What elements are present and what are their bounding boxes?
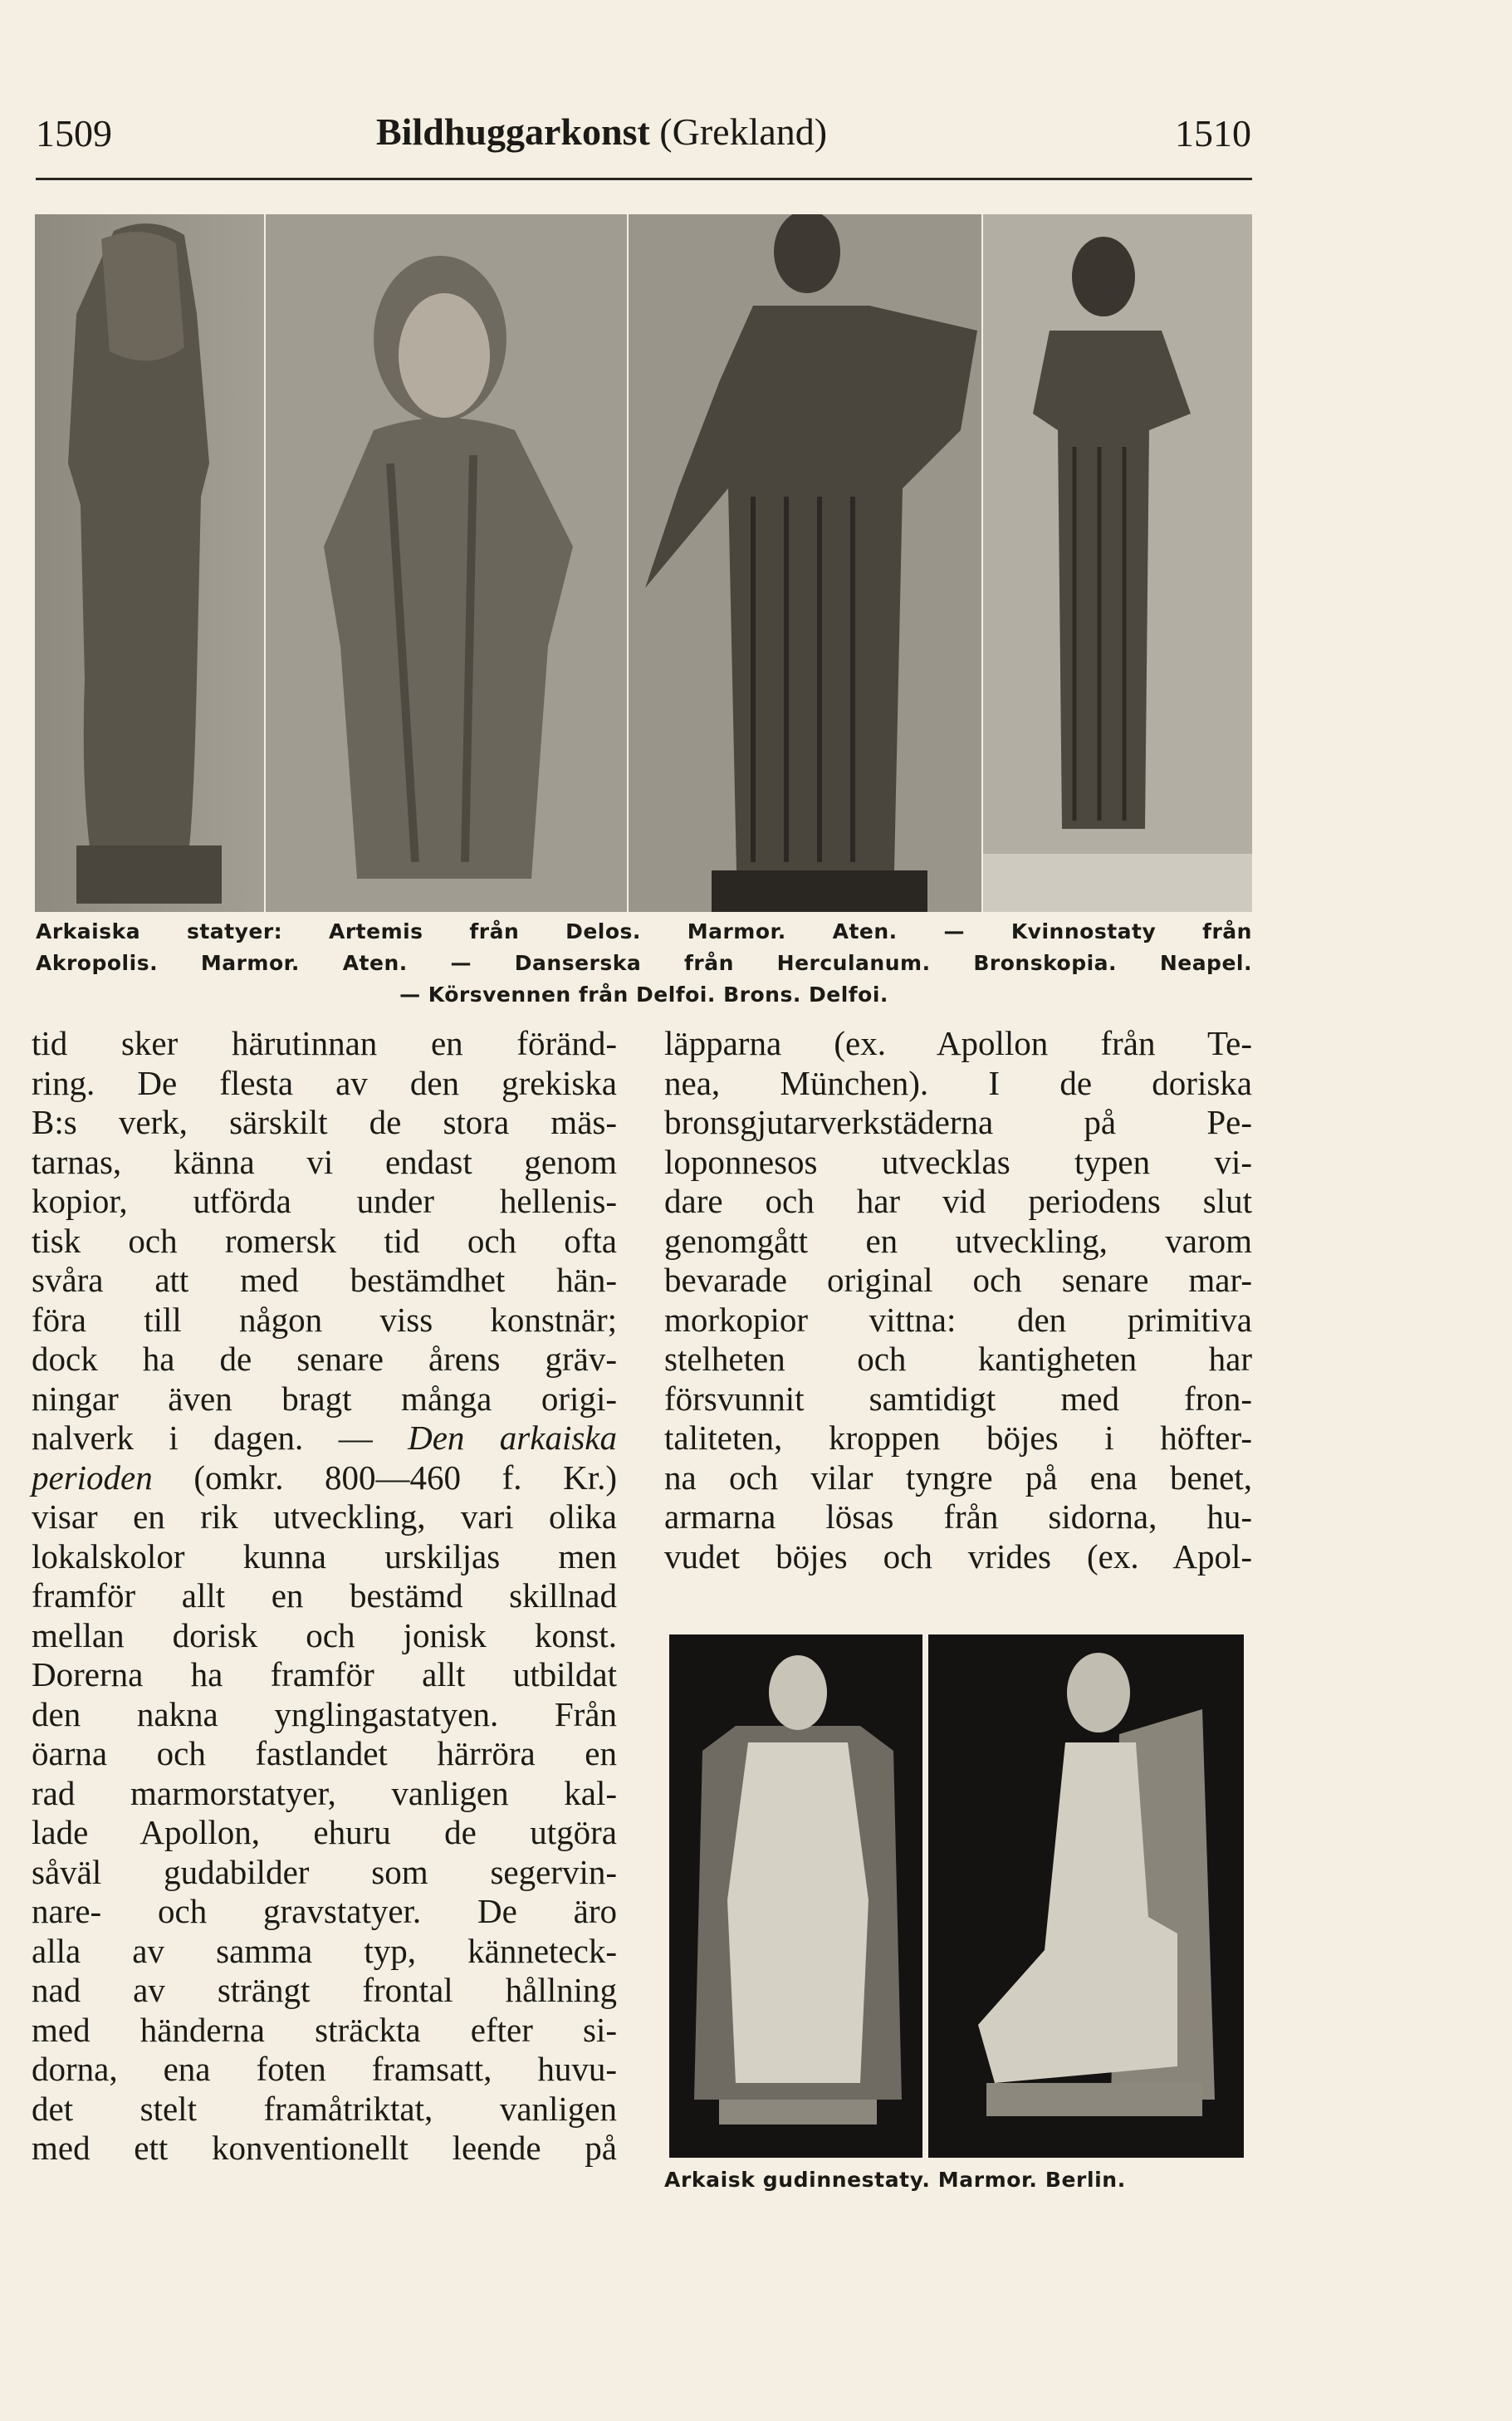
- caption-word: Marmor.: [200, 951, 300, 975]
- caption-word: Aten.: [832, 919, 898, 943]
- text-line: dare och har vid periodens slut: [664, 1182, 1252, 1220]
- text-line: den nakna ynglingastatyen. Från: [32, 1694, 617, 1733]
- photo-artemis-statue: [35, 214, 264, 912]
- caption-word: Berlin.: [1045, 2168, 1126, 2192]
- text-line: kopior, utförda under hellenis-: [32, 1182, 617, 1220]
- caption-word: Aten.: [342, 951, 408, 975]
- body-text-right-column: [664, 1024, 1252, 1576]
- text-line: nare- och gravstatyer. De äro: [32, 1892, 617, 1930]
- text-line: det stelt framåtriktat, vanligen: [32, 2089, 617, 2128]
- caption-line-2: [36, 948, 1252, 979]
- text-line: dorna, ena foten framsatt, huvu-: [32, 2050, 617, 2088]
- text-line-mixed: [32, 1458, 617, 1498]
- text-line: såväl gudabilder som segervin-: [32, 1852, 617, 1891]
- running-title-sub: (Grekland): [659, 110, 828, 153]
- caption-word: Danserska: [514, 951, 642, 975]
- page-number-left: 1509: [36, 112, 112, 154]
- text-line: genomgått en utveckling, varom: [664, 1221, 1252, 1260]
- photo-dancer-statue: [629, 214, 981, 912]
- text-line-mixed: [32, 1419, 617, 1458]
- caption-word: från: [469, 919, 520, 943]
- text-line: lokalskolor kunna urskiljas men: [32, 1536, 617, 1576]
- text-line: ningar även bragt många origi-: [32, 1379, 617, 1418]
- text-line: med ett konventionellt leende på: [32, 2129, 617, 2167]
- page-number-right: 1510: [1175, 112, 1251, 154]
- caption-word: Bronskopia.: [973, 951, 1118, 975]
- text-line: dock ha de senare årens gräv-: [32, 1340, 617, 1378]
- photo-seated-goddess-side: [928, 1634, 1244, 2158]
- caption-word: —: [943, 919, 965, 943]
- caption-word: Herculanum.: [776, 951, 931, 975]
- text-line: försvunnit samtidigt med fron-: [664, 1379, 1252, 1418]
- text-line: morkopior vittna: den primitiva: [664, 1300, 1252, 1339]
- caption-word: Kvinnostaty: [1010, 919, 1157, 943]
- caption-word: Marmor.: [937, 2168, 1038, 2192]
- text-line: med händerna sträckta efter si-: [32, 2010, 617, 2049]
- caption-word: Marmor.: [687, 919, 786, 943]
- caption-line-3: [36, 979, 1252, 1011]
- figure-caption-top: [36, 916, 1252, 1011]
- text-line: tid sker härutinnan en föränd-: [32, 1024, 617, 1062]
- caption-word: från: [684, 951, 734, 975]
- photo-charioteer-statue: [983, 214, 1252, 912]
- text-line: loponnesos utvecklas typen vi-: [664, 1142, 1252, 1181]
- text-line: tarnas, känna vi endast genom: [32, 1142, 617, 1181]
- running-title-main: Bildhuggarkonst: [376, 110, 650, 153]
- caption-word: Akropolis.: [36, 951, 159, 975]
- italic-term: perioden: [32, 1458, 153, 1497]
- caption-line-1: [36, 916, 1252, 948]
- text-line: stelheten och kantigheten har: [664, 1340, 1252, 1378]
- text-line: nea, München). I de doriska: [664, 1063, 1252, 1102]
- text-line: visar en rik utveckling, vari olika: [32, 1497, 617, 1536]
- text-line: rad marmorstatyer, vanligen kal-: [32, 1773, 617, 1812]
- text-line: öarna och fastlandet härröra en: [32, 1734, 617, 1772]
- caption-word: Arkaisk: [664, 2168, 756, 2192]
- caption-word: Artemis: [328, 919, 423, 943]
- text-line: vudet böjes och vrides (ex. Apol-: [664, 1536, 1252, 1576]
- text-line: lade Apollon, ehuru de utgöra: [32, 1813, 617, 1851]
- text-line: bevarade original och senare mar-: [664, 1261, 1252, 1299]
- text-line: armarna lösas från sidorna, hu-: [664, 1497, 1252, 1536]
- body-text-left-column: [32, 1024, 617, 2169]
- text-line: bronsgjutarverkstäderna på Pe-: [664, 1103, 1252, 1141]
- italic-term: Den arkaiska: [408, 1419, 617, 1457]
- text-line: B:s verk, särskilt de stora mäs-: [32, 1103, 617, 1141]
- caption-word: —: [450, 951, 472, 975]
- caption-word: — Körsvennen från Delfoi. Brons. Delfoi.: [399, 983, 888, 1007]
- caption-word: från: [1202, 919, 1252, 943]
- text-line: föra till någon viss konstnär;: [32, 1300, 617, 1339]
- text-segment: (omkr. 800—460 f. Kr.): [193, 1458, 617, 1497]
- text-line: mellan dorisk och jonisk konst.: [32, 1615, 617, 1654]
- header-rule: [36, 178, 1252, 180]
- photo-seated-goddess-front: [669, 1634, 922, 2158]
- text-line: läpparna (ex. Apollon från Te-: [664, 1024, 1252, 1062]
- caption-word: statyer:: [186, 919, 283, 943]
- caption-word: Arkaiska: [36, 919, 141, 943]
- text-line: alla av samma typ, känneteck-: [32, 1931, 617, 1970]
- text-line: Dorerna ha framför allt utbildat: [32, 1655, 617, 1693]
- text-line: nad av strängt frontal hållning: [32, 1971, 617, 2009]
- text-line: tisk och romersk tid och ofta: [32, 1221, 617, 1260]
- text-segment: nalverk i dagen.: [32, 1419, 304, 1457]
- text-dash: —: [338, 1419, 373, 1457]
- caption-word: Neapel.: [1159, 951, 1252, 975]
- text-line: ring. De flesta av den grekiska: [32, 1063, 617, 1102]
- caption-word: gudinnestaty.: [762, 2168, 931, 2192]
- text-line: framför allt en bestämd skillnad: [32, 1576, 617, 1615]
- text-line: taliteten, kroppen böjes i höfter-: [664, 1419, 1252, 1457]
- photo-kore-statue: [266, 214, 627, 912]
- figure-caption-bottom: [664, 2164, 1252, 2196]
- running-title: [376, 110, 908, 153]
- text-line: na och vilar tyngre på ena benet,: [664, 1458, 1252, 1497]
- text-line: svåra att med bestämdhet hän-: [32, 1261, 617, 1299]
- caption-word: Delos.: [565, 919, 641, 943]
